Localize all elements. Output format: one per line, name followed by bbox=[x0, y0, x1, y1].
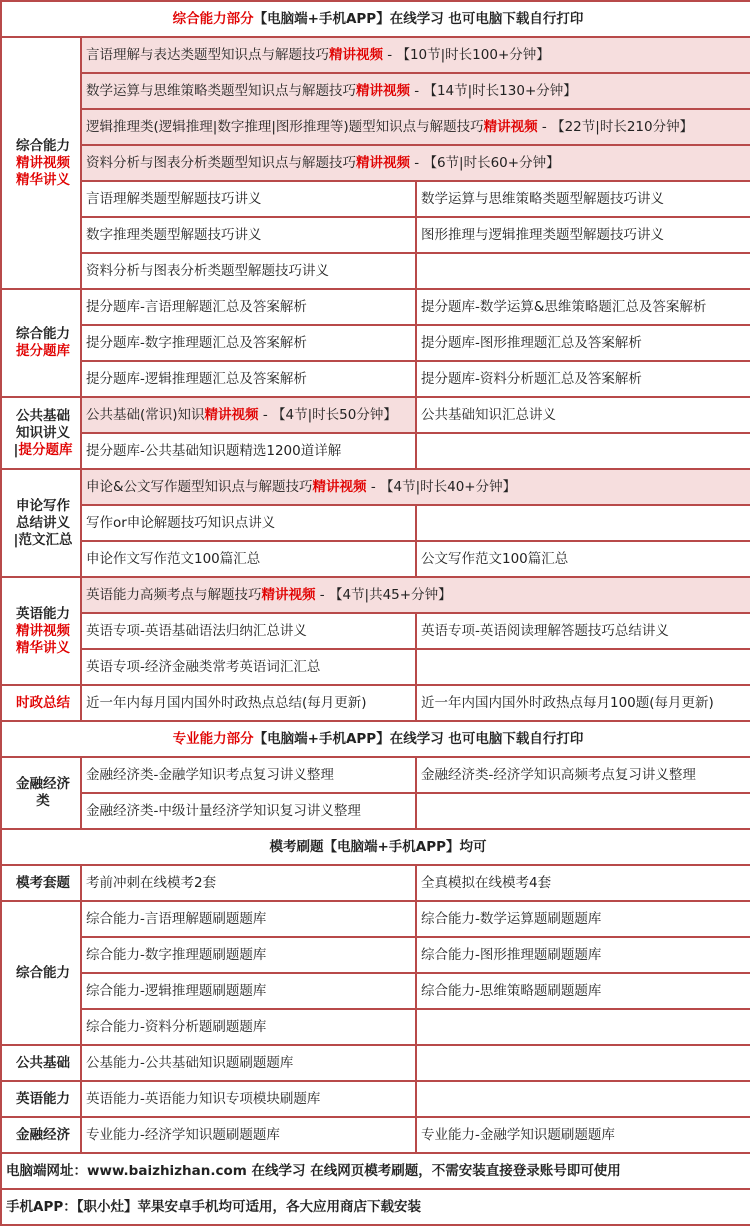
video-title: 申论&公文写作题型知识点与解题技巧 bbox=[86, 478, 313, 495]
notes-link[interactable]: 公共基础知识汇总讲义 bbox=[416, 397, 750, 433]
notes-link[interactable]: 公文写作范文100篇汇总 bbox=[416, 541, 750, 577]
footer-app-note: 手机APP：【职小灶】苹果安卓手机均可适用，各大应用商店下载安装 bbox=[1, 1189, 750, 1225]
notes-link[interactable]: 金融经济类-金融学知识考点复习讲义整理 bbox=[81, 757, 416, 793]
group-label-english bbox=[1, 577, 81, 685]
notes-link[interactable]: 资料分析与图表分析类题型解题技巧讲义 bbox=[81, 253, 416, 289]
mock-exam-link[interactable]: 考前冲刺在线模考2套 bbox=[81, 865, 416, 901]
question-bank-link[interactable]: 提分题库-资料分析题汇总及答案解析 bbox=[416, 361, 750, 397]
video-tag: 精讲视频 bbox=[356, 82, 410, 99]
group-label-general-practice: 综合能力 bbox=[1, 901, 81, 1045]
video-link-essay-writing[interactable] bbox=[81, 469, 750, 505]
empty-cell bbox=[416, 1045, 750, 1081]
notes-link[interactable]: 数字推理类题型解题技巧讲义 bbox=[81, 217, 416, 253]
video-meta: - 【4节|共45+分钟】 bbox=[315, 586, 452, 603]
mock-exam-link[interactable]: 全真模拟在线模考4套 bbox=[416, 865, 750, 901]
video-link-data-analysis[interactable] bbox=[81, 145, 750, 181]
question-bank-link[interactable]: 提分题库-公共基础知识题精选1200道详解 bbox=[81, 433, 416, 469]
group-label-line: 综合能力 bbox=[16, 137, 70, 154]
group-label-line: | bbox=[13, 441, 19, 458]
group-label-line: 精华讲义 bbox=[16, 639, 70, 656]
video-meta: - 【10节|时长100+分钟】 bbox=[383, 46, 550, 63]
practice-bank-link[interactable]: 综合能力-言语理解题刷题题库 bbox=[81, 901, 416, 937]
question-bank-link[interactable]: 提分题库-逻辑推理题汇总及答案解析 bbox=[81, 361, 416, 397]
group-label-current-affairs: 时政总结 bbox=[1, 685, 81, 721]
question-bank-link[interactable]: 提分题库-数学运算&思维策略题汇总及答案解析 bbox=[416, 289, 750, 325]
empty-cell bbox=[416, 253, 750, 289]
video-meta: - 【4节|时长50分钟】 bbox=[258, 406, 397, 423]
group-label-general-video bbox=[1, 37, 81, 289]
practice-bank-link[interactable]: 专业能力-经济学知识题刷题题库 bbox=[81, 1117, 416, 1153]
video-title: 数学运算与思维策略类题型知识点与解题技巧 bbox=[86, 82, 356, 99]
section-banner-professional bbox=[1, 721, 750, 757]
practice-bank-link[interactable]: 英语能力-英语能力知识专项模块刷题库 bbox=[81, 1081, 416, 1117]
video-tag: 精讲视频 bbox=[329, 46, 383, 63]
section-banner-general-text: 【电脑端+手机APP】在线学习 也可电脑下载自行打印 bbox=[253, 10, 584, 27]
video-tag: 精讲视频 bbox=[483, 118, 538, 135]
video-tag: 精讲视频 bbox=[204, 406, 259, 423]
question-bank-link[interactable]: 提分题库-图形推理题汇总及答案解析 bbox=[416, 325, 750, 361]
section-banner-general bbox=[1, 1, 750, 37]
section-banner-professional-highlight: 专业能力部分 bbox=[172, 730, 254, 747]
video-link-english[interactable] bbox=[81, 577, 750, 613]
group-label-english-practice: 英语能力 bbox=[1, 1081, 81, 1117]
practice-bank-link[interactable]: 综合能力-图形推理题刷题题库 bbox=[416, 937, 750, 973]
section-banner-general-highlight: 综合能力部分 bbox=[172, 10, 254, 27]
empty-cell bbox=[416, 433, 750, 469]
empty-cell bbox=[416, 505, 750, 541]
group-label-line: 公共基础 bbox=[16, 407, 70, 424]
empty-cell bbox=[416, 793, 750, 829]
practice-bank-link[interactable]: 综合能力-数学运算题刷题题库 bbox=[416, 901, 750, 937]
current-affairs-link[interactable]: 近一年内每月国内国外时政热点总结(每月更新) bbox=[81, 685, 416, 721]
group-label-line: 提分题库 bbox=[18, 441, 73, 458]
notes-link[interactable]: 金融经济类-中级计量经济学知识复习讲义整理 bbox=[81, 793, 416, 829]
section-banner-professional-text: 【电脑端+手机APP】在线学习 也可电脑下载自行打印 bbox=[253, 730, 584, 747]
group-label-finance-economics bbox=[1, 757, 81, 829]
group-label-mock-sets: 模考套题 bbox=[1, 865, 81, 901]
video-meta: - 【14节|时长130+分钟】 bbox=[410, 82, 577, 99]
notes-link[interactable]: 英语专项-经济金融类常考英语词汇汇总 bbox=[81, 649, 416, 685]
video-title: 公共基础(常识)知识 bbox=[86, 406, 205, 423]
notes-link[interactable]: 写作or申论解题技巧知识点讲义 bbox=[81, 505, 416, 541]
video-link-math[interactable] bbox=[81, 73, 750, 109]
notes-link[interactable]: 申论作文写作范文100篇汇总 bbox=[81, 541, 416, 577]
group-label-line: 提分题库 bbox=[16, 343, 70, 359]
video-tag: 精讲视频 bbox=[261, 586, 316, 603]
question-bank-link[interactable]: 提分题库-言语理解题汇总及答案解析 bbox=[81, 289, 416, 325]
group-label-line: 类 bbox=[36, 793, 50, 809]
video-tag: 精讲视频 bbox=[312, 478, 367, 495]
empty-cell bbox=[416, 649, 750, 685]
empty-cell bbox=[416, 1081, 750, 1117]
notes-link[interactable]: 英语专项-英语阅读理解答题技巧总结讲义 bbox=[416, 613, 750, 649]
video-link-verbal[interactable] bbox=[81, 37, 750, 73]
video-title: 逻辑推理类(逻辑推理|数字推理|图形推理等)题型知识点与解题技巧 bbox=[86, 118, 484, 135]
practice-bank-link[interactable]: 综合能力-逻辑推理题刷题题库 bbox=[81, 973, 416, 1009]
video-title: 资料分析与图表分析类题型知识点与解题技巧 bbox=[86, 154, 356, 171]
group-label-general-bank bbox=[1, 289, 81, 397]
group-label-public-knowledge bbox=[1, 397, 81, 469]
group-label-line: 知识讲义 bbox=[16, 424, 70, 441]
practice-bank-link[interactable]: 综合能力-数字推理题刷题题库 bbox=[81, 937, 416, 973]
video-tag: 精讲视频 bbox=[356, 154, 410, 171]
video-meta: - 【4节|时长40+分钟】 bbox=[366, 478, 517, 495]
question-bank-link[interactable]: 提分题库-数字推理题汇总及答案解析 bbox=[81, 325, 416, 361]
group-label-line: |范文汇总 bbox=[13, 531, 73, 548]
video-title: 言语理解与表达类题型知识点与解题技巧 bbox=[86, 46, 329, 63]
video-title: 英语能力高频考点与解题技巧 bbox=[86, 586, 262, 603]
video-link-logic[interactable] bbox=[81, 109, 750, 145]
group-label-public-practice: 公共基础 bbox=[1, 1045, 81, 1081]
group-label-line: 精华讲义 bbox=[16, 171, 70, 188]
group-label-line: 综合能力 bbox=[16, 326, 70, 342]
group-label-line: 总结讲义 bbox=[16, 514, 70, 531]
current-affairs-link[interactable]: 近一年内国内国外时政热点每月100题(每月更新) bbox=[416, 685, 750, 721]
practice-bank-link[interactable]: 公基能力-公共基础知识题刷题题库 bbox=[81, 1045, 416, 1081]
video-meta: - 【22节|时长210分钟】 bbox=[537, 118, 694, 135]
notes-link[interactable]: 言语理解类题型解题技巧讲义 bbox=[81, 181, 416, 217]
group-label-line: 英语能力 bbox=[16, 605, 70, 622]
empty-cell bbox=[416, 1009, 750, 1045]
notes-link[interactable]: 图形推理与逻辑推理类题型解题技巧讲义 bbox=[416, 217, 750, 253]
notes-link[interactable]: 金融经济类-经济学知识高频考点复习讲义整理 bbox=[416, 757, 750, 793]
notes-link[interactable]: 英语专项-英语基础语法归纳汇总讲义 bbox=[81, 613, 416, 649]
notes-link[interactable]: 数学运算与思维策略类题型解题技巧讲义 bbox=[416, 181, 750, 217]
group-label-finance-practice: 金融经济 bbox=[1, 1117, 81, 1153]
practice-bank-link[interactable]: 综合能力-思维策略题刷题题库 bbox=[416, 973, 750, 1009]
group-label-line: 金融经济 bbox=[16, 776, 70, 792]
footer-website-note: 电脑端网址：www.baizhizhan.com 在线学习 在线网页模考刷题，不需安装直接登录账号即可使用 bbox=[1, 1153, 750, 1189]
practice-bank-link[interactable]: 综合能力-资料分析题刷题题库 bbox=[81, 1009, 416, 1045]
section-banner-mock: 模考刷题【电脑端+手机APP】均可 bbox=[1, 829, 750, 865]
group-label-line: 申论写作 bbox=[16, 497, 70, 514]
group-label-line: 精讲视频 bbox=[16, 154, 70, 171]
practice-bank-link[interactable]: 专业能力-金融学知识题刷题题库 bbox=[416, 1117, 750, 1153]
video-link-public-knowledge[interactable] bbox=[81, 397, 416, 433]
group-label-line: 精讲视频 bbox=[16, 622, 70, 639]
group-label-essay-writing bbox=[1, 469, 81, 577]
video-meta: - 【6节|时长60+分钟】 bbox=[410, 154, 560, 171]
